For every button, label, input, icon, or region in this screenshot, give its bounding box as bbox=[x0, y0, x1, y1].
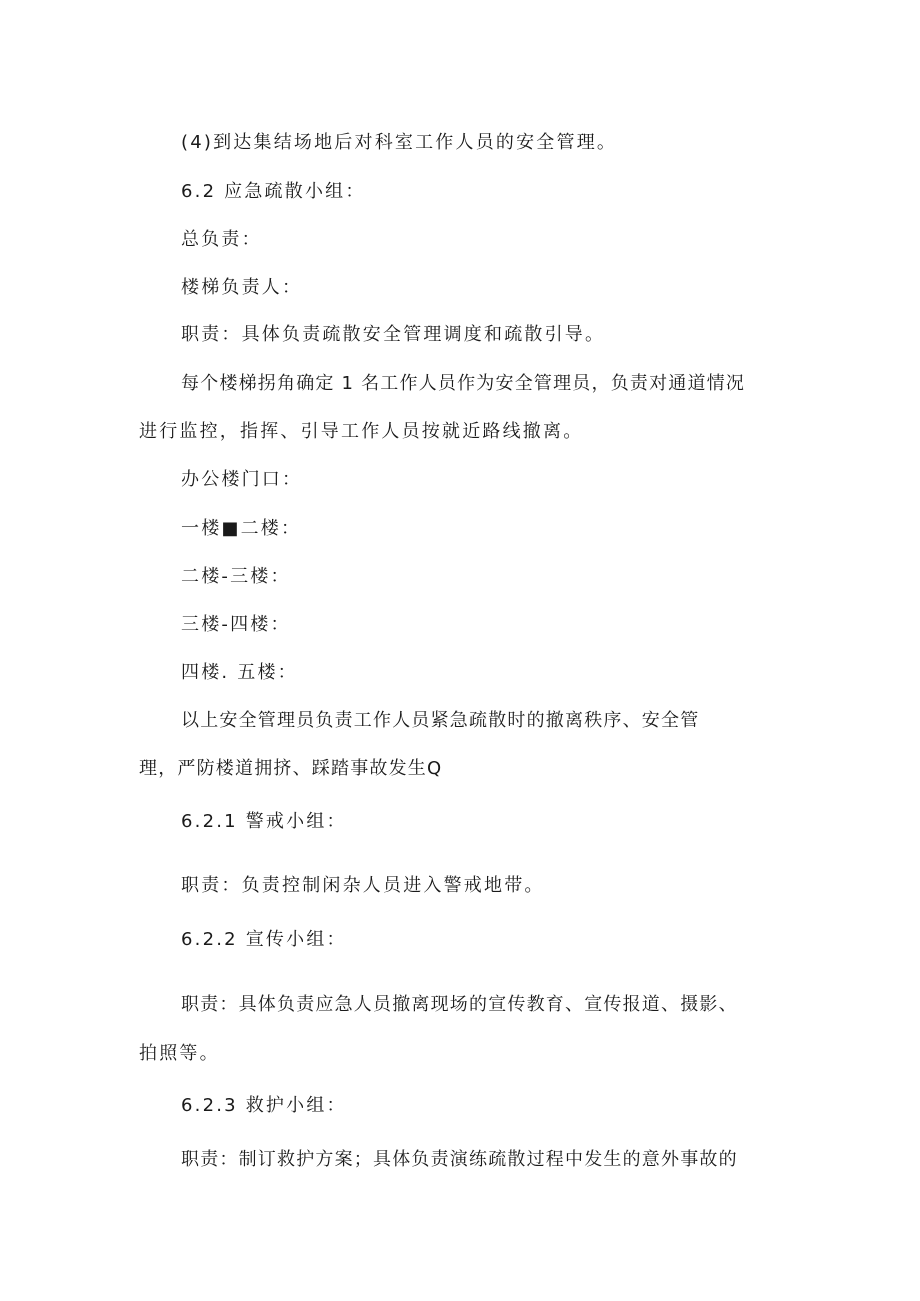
list-item-4-arrival-safety: (4)到达集结场地后对科室工作人员的安全管理。 bbox=[181, 132, 618, 153]
duty-paragraph-guard: 职责：负责控制闲杂人员进入警戒地带。 bbox=[181, 875, 545, 896]
field-floor-1-2: 一楼■二楼： bbox=[181, 518, 302, 539]
duty-paragraph-rescue-line-1: 职责：制订救护方案；具体负责演练疏散过程中发生的意外事故的 bbox=[181, 1149, 738, 1170]
field-building-entrance: 办公楼门口： bbox=[181, 469, 303, 490]
paragraph-stair-safety-line-1: 每个楼梯拐角确定 1 名工作人员作为安全管理员，负责对通道情况 bbox=[181, 373, 746, 394]
duty-paragraph-publicity-line-2: 拍照等。 bbox=[139, 1043, 220, 1064]
paragraph-safety-officers-line-1: 以上安全管理员负责工作人员紧急疏散时的撤离秩序、安全管 bbox=[181, 710, 700, 731]
paragraph-safety-officers-line-2: 理，严防楼道拥挤、踩踏事故发生Q bbox=[139, 758, 443, 779]
field-floor-3-4: 三楼-四楼： bbox=[181, 614, 291, 635]
section-heading-6-2-2: 6.2.2 宣传小组： bbox=[181, 929, 347, 950]
field-floor-4-5: 四楼. 五楼： bbox=[181, 662, 298, 683]
field-floor-2-3: 二楼-三楼： bbox=[181, 566, 291, 587]
section-heading-6-2-1: 6.2.1 警戒小组： bbox=[181, 811, 347, 832]
section-heading-6-2-3: 6.2.3 救护小组： bbox=[181, 1095, 347, 1116]
section-heading-6-2: 6.2 应急疏散小组： bbox=[181, 181, 366, 202]
field-stair-lead: 楼梯负责人： bbox=[181, 277, 303, 298]
duty-paragraph-evacuation: 职责：具体负责疏散安全管理调度和疏散引导。 bbox=[181, 324, 606, 345]
duty-paragraph-publicity-line-1: 职责：具体负责应急人员撤离现场的宣传教育、宣传报道、摄影、 bbox=[181, 994, 738, 1015]
field-general-lead: 总负责： bbox=[181, 229, 262, 250]
paragraph-stair-safety-line-2: 进行监控，指挥、引导工作人员按就近路线撤离。 bbox=[139, 421, 584, 442]
